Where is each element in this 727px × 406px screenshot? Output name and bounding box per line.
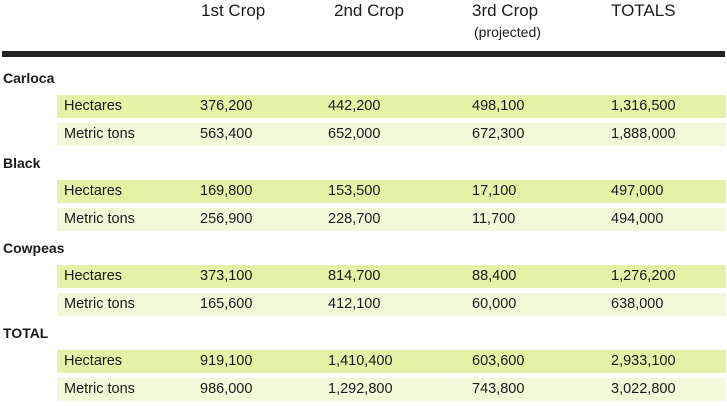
cell-2nd-crop: 442,200	[328, 98, 381, 114]
group-label-total: TOTAL	[3, 325, 49, 341]
row-label: Hectares	[64, 268, 123, 284]
group-label-black: Black	[3, 155, 41, 171]
cell-2nd-crop: 652,000	[328, 126, 381, 142]
cell-total: 3,022,800	[611, 381, 676, 397]
header-divider	[2, 51, 725, 57]
row-label: Hectares	[64, 183, 123, 199]
cell-1st-crop: 919,100	[200, 353, 253, 369]
cell-2nd-crop: 1,410,400	[328, 353, 393, 369]
cell-total: 494,000	[611, 211, 664, 227]
cell-total: 1,888,000	[611, 126, 676, 142]
row-label: Metric tons	[64, 126, 135, 142]
table-row	[57, 180, 726, 203]
cell-2nd-crop: 228,700	[328, 211, 381, 227]
cell-1st-crop: 373,100	[200, 268, 253, 284]
header-totals: TOTALS	[611, 1, 676, 20]
cell-1st-crop: 169,800	[200, 183, 253, 199]
cell-3rd-crop: 743,800	[472, 381, 525, 397]
header-1st-crop: 1st Crop	[201, 1, 266, 20]
cell-total: 497,000	[611, 183, 664, 199]
cell-2nd-crop: 814,700	[328, 268, 381, 284]
row-label: Metric tons	[64, 211, 135, 227]
table-row	[57, 208, 726, 231]
cell-3rd-crop: 672,300	[472, 126, 525, 142]
cell-3rd-crop: 11,700	[472, 211, 516, 227]
cell-total: 638,000	[611, 296, 664, 312]
cell-1st-crop: 376,200	[200, 98, 253, 114]
group-label-cowpeas: Cowpeas	[3, 240, 65, 256]
cell-1st-crop: 165,600	[200, 296, 253, 312]
table-row	[57, 265, 726, 288]
header-3rd-crop: 3rd Crop	[472, 1, 539, 20]
table-row	[57, 350, 726, 373]
table-row	[57, 293, 726, 316]
header-3rd-crop-projected: (projected)	[474, 24, 541, 40]
row-label: Hectares	[64, 353, 123, 369]
cell-3rd-crop: 17,100	[472, 183, 517, 199]
table-row	[57, 123, 726, 146]
cell-1st-crop: 256,900	[200, 211, 253, 227]
cell-2nd-crop: 1,292,800	[328, 381, 393, 397]
cell-2nd-crop: 412,100	[328, 296, 381, 312]
row-label: Metric tons	[64, 296, 135, 312]
cell-3rd-crop: 88,400	[472, 268, 517, 284]
group-label-carloca: Carloca	[3, 70, 55, 86]
cell-3rd-crop: 498,100	[472, 98, 525, 114]
cell-1st-crop: 986,000	[200, 381, 253, 397]
cell-2nd-crop: 153,500	[328, 183, 381, 199]
cell-1st-crop: 563,400	[200, 126, 253, 142]
header-2nd-crop: 2nd Crop	[334, 1, 404, 20]
cell-total: 2,933,100	[611, 353, 676, 369]
cell-total: 1,316,500	[611, 98, 676, 114]
table-row	[57, 378, 726, 401]
row-label: Metric tons	[64, 381, 135, 397]
cell-3rd-crop: 603,600	[472, 353, 525, 369]
table-row	[57, 95, 726, 118]
cell-total: 1,276,200	[611, 268, 676, 284]
row-label: Hectares	[64, 98, 123, 114]
cell-3rd-crop: 60,000	[472, 296, 517, 312]
